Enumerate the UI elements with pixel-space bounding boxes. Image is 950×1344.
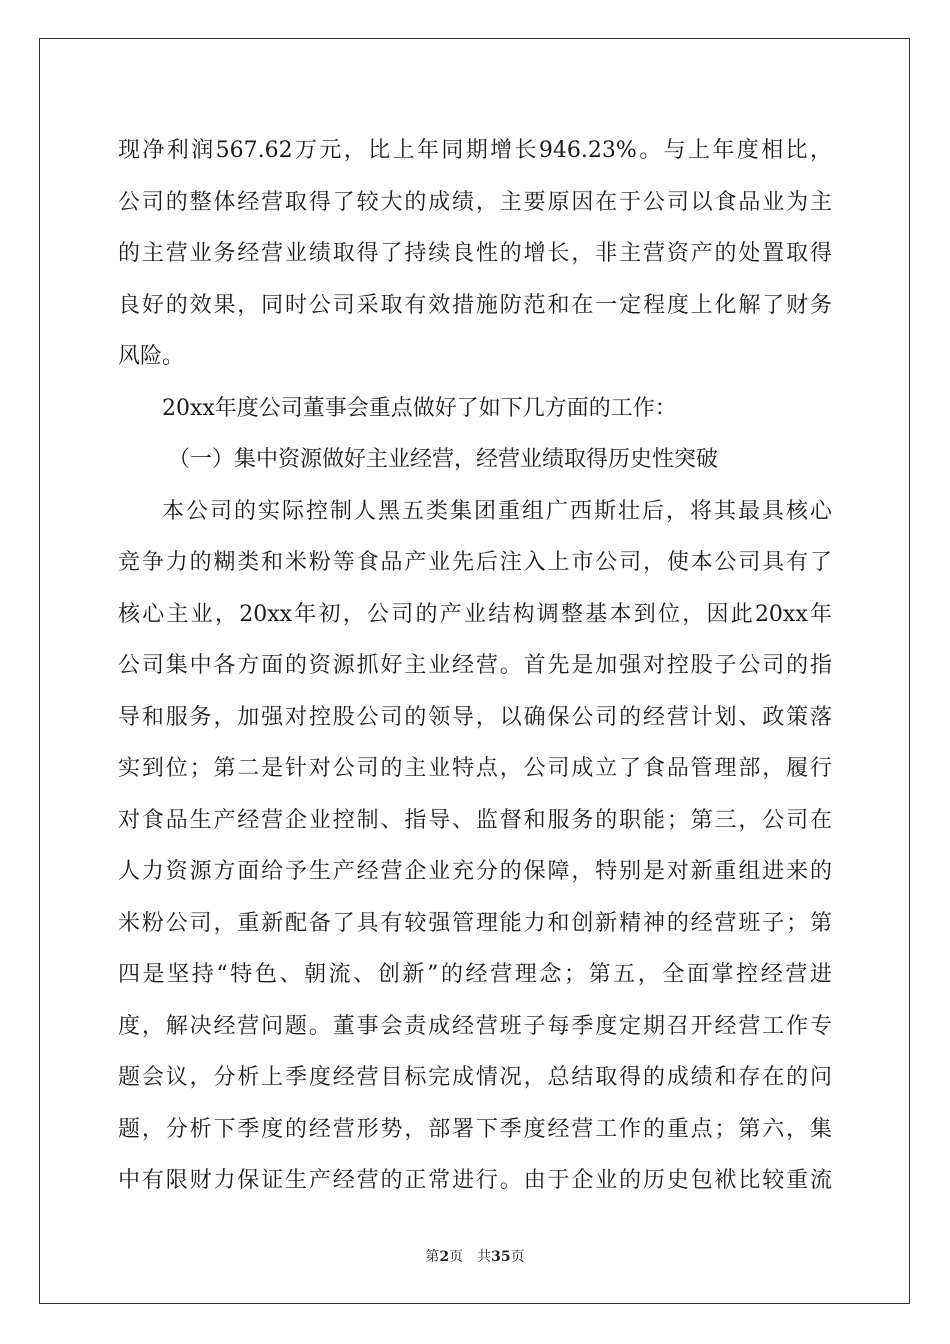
text-line: 竞争力的糊类和米粉等食品产业先后注入上市公司，使本公司具有了 — [118, 550, 832, 575]
text-line: 导和服务，加强对控股公司的领导，以确保公司的经营计划、政策落 — [118, 704, 832, 730]
text-line: 良好的效果，同时公司采取有效措施防范和在一定程度上化解了财务 — [118, 292, 832, 318]
total-pages-number: 35 — [491, 1249, 511, 1265]
text-line: 题，分析下季度的经营形势，部署下季度经营工作的重点；第六，集 — [118, 1116, 832, 1142]
text-line: 实到位；第二是针对公司的主业特点，公司成立了食品管理部，履行 — [118, 756, 832, 781]
text-line: 现净利润567.62万元，比上年同期增长946.23%。与上年度相比， — [118, 138, 832, 163]
text-line: 对食品生产经营企业控制、指导、监督和服务的职能；第三，公司在 — [118, 807, 832, 833]
text-line: 度，解决经营问题。董事会责成经营班子每季度定期召开经营工作专 — [118, 1013, 832, 1039]
total-prefix: 共 — [477, 1249, 492, 1265]
text-line: 核心主业，20xx年初，公司的产业结构调整基本到位，因此20xx年 — [118, 601, 832, 627]
text-line: 公司的整体经营取得了较大的成绩，主要原因在于公司以食品业为主 — [118, 189, 832, 215]
text-line: 人力资源方面给予生产经营企业充分的保障，特别是对新重组进来的 — [118, 859, 832, 884]
text-line: 中有限财力保证生产经营的正常进行。由于企业的历史包袱比较重流 — [118, 1168, 832, 1193]
current-page-number: 2 — [439, 1249, 450, 1265]
page-unit: 页 — [449, 1249, 464, 1265]
text-line: 题会议，分析上季度经营目标完成情况，总结取得的成绩和存在的问 — [118, 1065, 832, 1090]
text-line: 风险。 — [118, 344, 185, 369]
text-line: 本公司的实际控制人黑五类集团重组广西斯壮后，将其最具核心 — [162, 498, 832, 524]
text-line: 米粉公司，重新配备了具有较强管理能力和创新精神的经营班子；第 — [118, 910, 832, 936]
section-heading: （一）集中资源做好主业经营，经营业绩取得历史性突破 — [168, 447, 719, 472]
text-line: 四是坚持“特色、朝流、创新”的经营理念；第五，全面掌控经营进 — [118, 962, 832, 987]
text-line: 的主营业务经营业绩取得了持续良性的增长，非主营资产的处置取得 — [118, 241, 832, 266]
total-unit: 页 — [510, 1249, 525, 1265]
page-footer — [0, 1246, 950, 1266]
document-body — [118, 125, 832, 1207]
page-prefix: 第 — [425, 1249, 440, 1265]
text-line: 公司集中各方面的资源抓好主业经营。首先是加强对控股子公司的指 — [118, 653, 832, 678]
paragraph-heading: 20xx年度公司董事会重点做好了如下几方面的工作： — [162, 395, 677, 421]
